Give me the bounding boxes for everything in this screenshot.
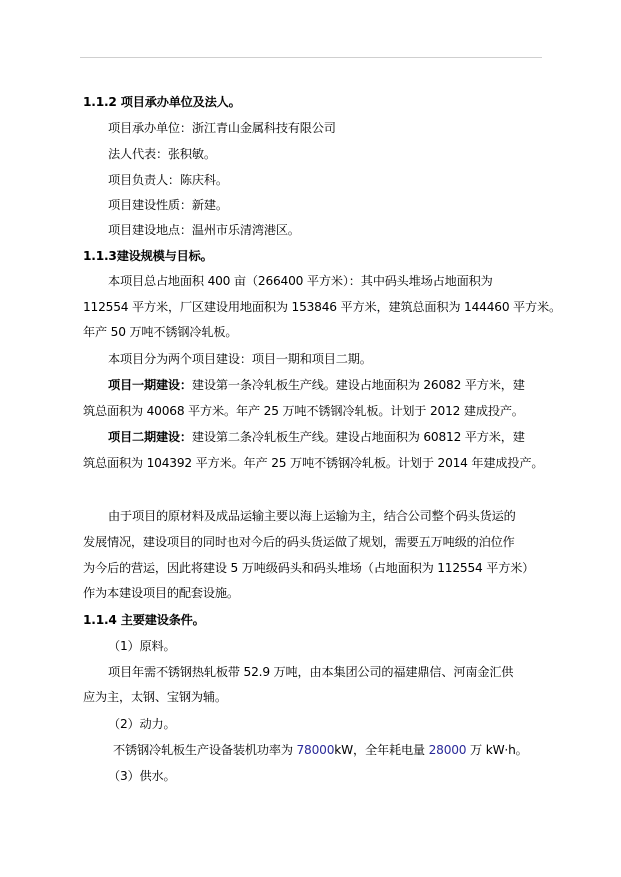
paragraph-line: 年产 50 万吨不锈钢冷轧板。: [83, 325, 238, 339]
list-item: （2）动力。: [108, 717, 176, 731]
power-text-post: 万 kW·h。: [466, 743, 528, 757]
paragraph-line: [108, 429, 525, 445]
power-kwh-value: 28000: [428, 743, 467, 757]
paragraph-line: 项目建设性质：新建。: [108, 198, 228, 212]
paragraph-line: 项目承办单位：浙江青山金属科技有限公司: [108, 121, 336, 135]
paragraph-line: 由于项目的原材料及成品运输主要以海上运输为主，结合公司整个码头货运的: [108, 509, 516, 523]
paragraph-line: 发展情况，建设项目的同时也对今后的码头货运做了规划，需要五万吨级的泊位作: [83, 535, 515, 549]
paragraph-line: [113, 742, 528, 758]
section-heading-1-1-4: 1.1.4 主要建设条件。: [83, 613, 205, 627]
paragraph-line: 筑总面积为 104392 平方米。年产 25 万吨不锈钢冷轧板。计划于 2014 年建成投产。: [83, 456, 544, 470]
paragraph-line: 本项目总占地面积 400 亩（266400 平方米）：其中码头堆场占地面积为: [108, 274, 493, 288]
section-heading-1-1-3: 1.1.3建设规模与目标。: [83, 249, 213, 263]
section-heading-1-1-2: 1.1.2 项目承办单位及法人。: [83, 95, 241, 109]
list-item: （3）供水。: [108, 769, 176, 783]
paragraph-line: 筑总面积为 40068 平方米。年产 25 万吨不锈钢冷轧板。计划于 2012 建成投产。: [83, 404, 524, 418]
paragraph-line: 应为主，太钢、宝钢为辅。: [83, 690, 227, 704]
paragraph-line: 为今后的营运，因此将建设 5 万吨级码头和码头堆场（占地面积为 112554 平方米）: [83, 561, 535, 575]
paragraph-line: 项目负责人：陈庆科。: [108, 173, 228, 187]
paragraph-line: 法人代表：张积敏。: [108, 147, 216, 161]
power-kw-value: 78000: [296, 743, 335, 757]
phase1-text: 建设第一条冷轧板生产线。建设占地面积为 26082 平方米，建: [191, 378, 525, 392]
power-text-pre: 不锈钢冷轧板生产设备装机功率为: [113, 743, 297, 757]
paragraph-line: 112554 平方米，厂区建设用地面积为 153846 平方米，建筑总面积为 144460 平方米。: [83, 300, 562, 314]
power-text-mid: kW，全年耗电量: [334, 743, 429, 757]
paragraph-line: [108, 377, 525, 393]
paragraph-line: 项目年需不锈钢热轧板带 52.9 万吨，由本集团公司的福建鼎信、河南金汇供: [108, 665, 514, 679]
phase2-text: 建设第二条冷轧板生产线。建设占地面积为 60812 平方米，建: [191, 430, 525, 444]
list-item: （1）原料。: [108, 639, 176, 653]
paragraph-line: 本项目分为两个项目建设：项目一期和项目二期。: [108, 352, 372, 366]
paragraph-line: 作为本建设项目的配套设施。: [83, 586, 239, 600]
phase2-label: 项目二期建设：: [108, 430, 192, 444]
phase1-label: 项目一期建设：: [108, 378, 192, 392]
paragraph-line: 项目建设地点：温州市乐清湾港区。: [108, 223, 300, 237]
header-rule: [80, 57, 542, 58]
